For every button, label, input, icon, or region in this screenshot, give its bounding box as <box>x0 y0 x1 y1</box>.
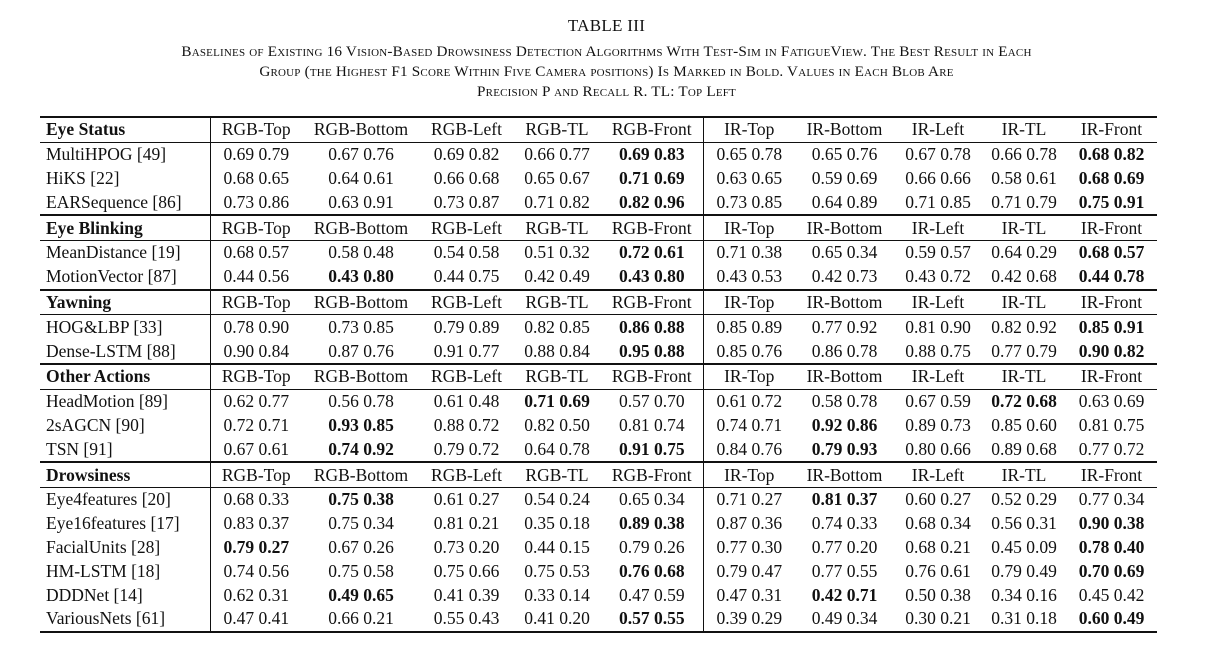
result-cell: 0.67 0.78 <box>905 144 971 165</box>
result-cell: 0.42 0.68 <box>991 266 1057 287</box>
method-name: HeadMotion [89] <box>40 389 210 413</box>
result-cell: 0.66 0.68 <box>433 167 500 188</box>
result-cell: 0.68 0.33 <box>223 489 290 510</box>
result-cell: 0.33 0.14 <box>524 584 590 605</box>
caption-line: Group (the Highest F1 Score Within Five Camera positions) Is Marked in Bold. Values in Each Blob Are <box>259 63 954 80</box>
column-header: IR-Top <box>703 117 795 142</box>
result-cell: 0.86 0.88 <box>618 316 685 337</box>
result-cell: 0.65 0.76 <box>811 144 878 165</box>
table-row <box>40 167 1157 191</box>
result-cell: 0.67 0.61 <box>223 438 290 459</box>
result-cell: 0.92 0.86 <box>811 414 878 435</box>
result-cell: 0.57 0.70 <box>618 391 685 412</box>
result-cell: 0.59 0.69 <box>811 167 878 188</box>
column-header: RGB-Bottom <box>302 462 420 487</box>
result-cell: 0.77 0.55 <box>811 560 878 581</box>
column-header: RGB-TL <box>513 117 601 142</box>
result-cell: 0.58 0.78 <box>811 391 878 412</box>
result-cell: 0.90 0.82 <box>1078 340 1145 361</box>
result-cell: 0.43 0.53 <box>703 265 795 290</box>
group-name: Eye Status <box>40 117 210 142</box>
result-cell: 0.77 0.92 <box>811 316 878 337</box>
group-header-row <box>40 215 1157 240</box>
result-cell: 0.93 0.85 <box>328 414 394 435</box>
result-cell: 0.81 0.90 <box>905 316 971 337</box>
result-cell: 0.43 0.72 <box>905 266 971 287</box>
result-cell: 0.69 0.79 <box>223 144 290 165</box>
result-cell: 0.61 0.48 <box>433 391 500 412</box>
column-header: RGB-Bottom <box>302 364 420 389</box>
table-row <box>40 265 1157 290</box>
column-header: IR-Front <box>1066 290 1157 315</box>
method-name: FacialUnits [28] <box>40 536 210 560</box>
result-cell: 0.66 0.78 <box>991 144 1057 165</box>
column-header: RGB-Front <box>601 364 703 389</box>
result-cell: 0.64 0.29 <box>991 242 1057 263</box>
result-cell: 0.71 0.79 <box>991 191 1057 212</box>
column-header: IR-Top <box>703 215 795 240</box>
column-header: IR-Front <box>1066 364 1157 389</box>
table-row <box>40 142 1157 166</box>
column-header: IR-TL <box>982 117 1066 142</box>
method-name: DDDNet [14] <box>40 583 210 607</box>
column-header: IR-TL <box>982 290 1066 315</box>
result-cell: 0.45 0.42 <box>1078 584 1145 605</box>
result-cell: 0.71 0.38 <box>703 240 795 264</box>
column-header: RGB-Left <box>420 215 513 240</box>
result-cell: 0.61 0.72 <box>703 389 795 413</box>
method-name: HOG&LBP [33] <box>40 315 210 339</box>
table-row <box>40 607 1157 632</box>
column-header: RGB-Left <box>420 117 513 142</box>
result-cell: 0.81 0.37 <box>811 489 878 510</box>
table-row <box>40 536 1157 560</box>
result-cell: 0.95 0.88 <box>618 340 685 361</box>
result-cell: 0.81 0.75 <box>1078 414 1145 435</box>
result-cell: 0.79 0.93 <box>811 438 878 459</box>
result-cell: 0.78 0.40 <box>1078 536 1145 557</box>
result-cell: 0.66 0.77 <box>524 144 590 165</box>
result-cell: 0.72 0.68 <box>991 391 1057 412</box>
table-row <box>40 339 1157 364</box>
result-cell: 0.81 0.21 <box>433 513 500 534</box>
result-cell: 0.47 0.41 <box>210 607 302 632</box>
method-name: HM-LSTM [18] <box>40 559 210 583</box>
group-header-row <box>40 364 1157 389</box>
method-name: MotionVector [87] <box>40 265 210 290</box>
column-header: RGB-TL <box>513 215 601 240</box>
result-cell: 0.76 0.68 <box>618 560 685 581</box>
result-cell: 0.75 0.34 <box>328 513 394 534</box>
result-cell: 0.68 0.57 <box>223 242 290 263</box>
result-cell: 0.47 0.31 <box>703 583 795 607</box>
results-table <box>40 116 1157 633</box>
result-cell: 0.54 0.24 <box>524 489 590 510</box>
column-header: RGB-Bottom <box>302 290 420 315</box>
result-cell: 0.69 0.83 <box>618 144 685 165</box>
column-header: RGB-Front <box>601 290 703 315</box>
result-cell: 0.54 0.58 <box>433 242 500 263</box>
result-cell: 0.75 0.58 <box>328 560 394 581</box>
result-cell: 0.39 0.29 <box>703 607 795 632</box>
result-cell: 0.44 0.56 <box>223 266 290 287</box>
result-cell: 0.55 0.43 <box>420 607 513 632</box>
result-cell: 0.34 0.16 <box>991 584 1057 605</box>
result-cell: 0.44 0.15 <box>524 536 590 557</box>
result-cell: 0.72 0.61 <box>618 242 685 263</box>
column-header: IR-TL <box>982 215 1066 240</box>
result-cell: 0.41 0.39 <box>433 584 500 605</box>
result-cell: 0.62 0.77 <box>223 391 290 412</box>
result-cell: 0.77 0.20 <box>811 536 878 557</box>
result-cell: 0.65 0.34 <box>811 242 878 263</box>
result-cell: 0.75 0.38 <box>328 489 394 510</box>
result-cell: 0.79 0.27 <box>223 536 290 557</box>
result-cell: 0.85 0.60 <box>991 414 1057 435</box>
result-cell: 0.63 0.91 <box>328 191 394 212</box>
result-cell: 0.79 0.49 <box>991 560 1057 581</box>
result-cell: 0.31 0.18 <box>982 607 1066 632</box>
result-cell: 0.71 0.27 <box>703 487 795 511</box>
column-header: RGB-Top <box>210 364 302 389</box>
result-cell: 0.42 0.73 <box>811 266 878 287</box>
table-row <box>40 389 1157 413</box>
table-body <box>40 117 1157 632</box>
table-row <box>40 487 1157 511</box>
result-cell: 0.79 0.47 <box>703 559 795 583</box>
method-name: HiKS [22] <box>40 167 210 191</box>
result-cell: 0.85 0.91 <box>1078 316 1145 337</box>
result-cell: 0.66 0.66 <box>905 167 971 188</box>
column-header: RGB-Top <box>210 215 302 240</box>
method-name: Eye16features [17] <box>40 512 210 536</box>
method-name: MultiHPOG [49] <box>40 142 210 166</box>
result-cell: 0.43 0.80 <box>328 266 394 287</box>
result-cell: 0.59 0.57 <box>905 242 971 263</box>
column-header: IR-Bottom <box>795 462 894 487</box>
result-cell: 0.71 0.69 <box>618 167 685 188</box>
method-name: 2sAGCN [90] <box>40 414 210 438</box>
result-cell: 0.69 0.82 <box>433 144 500 165</box>
result-cell: 0.72 0.71 <box>223 414 290 435</box>
result-cell: 0.35 0.18 <box>524 513 590 534</box>
result-cell: 0.49 0.65 <box>328 584 394 605</box>
result-cell: 0.86 0.78 <box>811 340 878 361</box>
result-cell: 0.49 0.34 <box>795 607 894 632</box>
result-cell: 0.64 0.61 <box>328 167 394 188</box>
result-cell: 0.79 0.26 <box>618 536 685 557</box>
column-header: IR-Bottom <box>795 117 894 142</box>
table-row <box>40 437 1157 462</box>
result-cell: 0.42 0.49 <box>524 266 590 287</box>
result-cell: 0.67 0.59 <box>905 391 971 412</box>
result-cell: 0.65 0.67 <box>524 167 590 188</box>
column-header: IR-Top <box>703 364 795 389</box>
table-row <box>40 414 1157 438</box>
result-cell: 0.79 0.89 <box>433 316 500 337</box>
result-cell: 0.88 0.72 <box>433 414 500 435</box>
result-cell: 0.75 0.66 <box>433 560 500 581</box>
column-header: RGB-Bottom <box>302 117 420 142</box>
result-cell: 0.51 0.32 <box>524 242 590 263</box>
result-cell: 0.42 0.71 <box>811 584 878 605</box>
result-cell: 0.44 0.75 <box>433 266 500 287</box>
result-cell: 0.74 0.56 <box>223 560 290 581</box>
method-name: MeanDistance [19] <box>40 240 210 264</box>
result-cell: 0.89 0.68 <box>991 438 1057 459</box>
column-header: RGB-Front <box>601 117 703 142</box>
result-cell: 0.68 0.21 <box>905 536 971 557</box>
result-cell: 0.75 0.91 <box>1078 191 1145 212</box>
result-cell: 0.87 0.76 <box>328 340 394 361</box>
result-cell: 0.82 0.50 <box>524 414 590 435</box>
table-label: TABLE III <box>567 16 646 35</box>
result-cell: 0.68 0.82 <box>1078 144 1145 165</box>
column-header: IR-Left <box>894 215 982 240</box>
result-cell: 0.60 0.49 <box>1066 607 1157 632</box>
column-header: RGB-Front <box>601 462 703 487</box>
group-name: Yawning <box>40 290 210 315</box>
result-cell: 0.30 0.21 <box>894 607 982 632</box>
column-header: RGB-Top <box>210 462 302 487</box>
result-cell: 0.68 0.65 <box>223 167 290 188</box>
group-name: Drowsiness <box>40 462 210 487</box>
result-cell: 0.70 0.69 <box>1078 560 1145 581</box>
result-cell: 0.58 0.48 <box>328 242 394 263</box>
column-header: RGB-Top <box>210 290 302 315</box>
result-cell: 0.83 0.37 <box>223 513 290 534</box>
result-cell: 0.65 0.34 <box>618 489 685 510</box>
column-header: IR-Top <box>703 290 795 315</box>
result-cell: 0.63 0.65 <box>703 167 795 191</box>
result-cell: 0.85 0.76 <box>703 339 795 364</box>
column-header: RGB-Left <box>420 364 513 389</box>
result-cell: 0.71 0.69 <box>524 391 590 412</box>
result-cell: 0.77 0.72 <box>1078 438 1145 459</box>
result-cell: 0.89 0.38 <box>618 513 685 534</box>
table-row <box>40 559 1157 583</box>
result-cell: 0.87 0.36 <box>703 512 795 536</box>
result-cell: 0.58 0.61 <box>991 167 1057 188</box>
result-cell: 0.90 0.84 <box>223 340 290 361</box>
table-row <box>40 315 1157 339</box>
result-cell: 0.73 0.85 <box>703 190 795 215</box>
column-header: IR-TL <box>982 462 1066 487</box>
result-cell: 0.60 0.27 <box>905 489 971 510</box>
result-cell: 0.85 0.89 <box>703 315 795 339</box>
result-cell: 0.68 0.57 <box>1078 242 1145 263</box>
column-header: IR-Bottom <box>795 290 894 315</box>
result-cell: 0.68 0.69 <box>1078 167 1145 188</box>
method-name: Eye4features [20] <box>40 487 210 511</box>
result-cell: 0.75 0.53 <box>524 560 590 581</box>
group-header-row <box>40 462 1157 487</box>
group-header-row <box>40 117 1157 142</box>
method-name: Dense-LSTM [88] <box>40 339 210 364</box>
result-cell: 0.77 0.34 <box>1078 489 1145 510</box>
result-cell: 0.74 0.33 <box>811 513 878 534</box>
table-row <box>40 512 1157 536</box>
result-cell: 0.56 0.31 <box>991 513 1057 534</box>
table-row <box>40 190 1157 215</box>
column-header: IR-Left <box>894 117 982 142</box>
method-name: EARSequence [86] <box>40 190 210 215</box>
group-name: Other Actions <box>40 364 210 389</box>
result-cell: 0.77 0.30 <box>703 536 795 560</box>
result-cell: 0.64 0.89 <box>811 191 878 212</box>
result-cell: 0.71 0.85 <box>905 191 971 212</box>
result-cell: 0.79 0.72 <box>433 438 500 459</box>
result-cell: 0.68 0.34 <box>905 513 971 534</box>
result-cell: 0.41 0.20 <box>513 607 601 632</box>
table-row <box>40 240 1157 264</box>
result-cell: 0.45 0.09 <box>991 536 1057 557</box>
method-name: TSN [91] <box>40 437 210 462</box>
result-cell: 0.74 0.71 <box>703 414 795 438</box>
result-cell: 0.77 0.79 <box>991 340 1057 361</box>
result-cell: 0.73 0.87 <box>433 191 500 212</box>
result-cell: 0.88 0.84 <box>524 340 590 361</box>
column-header: IR-Bottom <box>795 215 894 240</box>
column-header: IR-Front <box>1066 462 1157 487</box>
column-header: IR-Left <box>894 290 982 315</box>
column-header: IR-Top <box>703 462 795 487</box>
result-cell: 0.50 0.38 <box>905 584 971 605</box>
result-cell: 0.66 0.21 <box>302 607 420 632</box>
result-cell: 0.84 0.76 <box>703 437 795 462</box>
column-header: IR-TL <box>982 364 1066 389</box>
group-name: Eye Blinking <box>40 215 210 240</box>
result-cell: 0.73 0.86 <box>223 191 290 212</box>
result-cell: 0.56 0.78 <box>328 391 394 412</box>
result-cell: 0.88 0.75 <box>905 340 971 361</box>
column-header: IR-Left <box>894 462 982 487</box>
result-cell: 0.73 0.85 <box>328 316 394 337</box>
column-header: RGB-Left <box>420 290 513 315</box>
result-cell: 0.61 0.27 <box>433 489 500 510</box>
result-cell: 0.47 0.59 <box>618 584 685 605</box>
result-cell: 0.89 0.73 <box>905 414 971 435</box>
table-row <box>40 583 1157 607</box>
table-caption <box>20 42 1193 102</box>
result-cell: 0.78 0.90 <box>223 316 290 337</box>
column-header: RGB-TL <box>513 462 601 487</box>
result-cell: 0.73 0.20 <box>433 536 500 557</box>
result-cell: 0.62 0.31 <box>223 584 290 605</box>
method-name: VariousNets [61] <box>40 607 210 632</box>
result-cell: 0.67 0.76 <box>328 144 394 165</box>
group-header-row <box>40 290 1157 315</box>
result-cell: 0.74 0.92 <box>328 438 394 459</box>
column-header: RGB-Left <box>420 462 513 487</box>
result-cell: 0.43 0.80 <box>618 266 685 287</box>
result-cell: 0.91 0.75 <box>618 438 685 459</box>
column-header: RGB-Top <box>210 117 302 142</box>
caption-line: Baselines of Existing 16 Vision-Based Drowsiness Detection Algorithms With Test-Sim in FatigueView. The Best Result in Each <box>181 43 1032 60</box>
column-header: IR-Bottom <box>795 364 894 389</box>
column-header: RGB-Bottom <box>302 215 420 240</box>
column-header: IR-Front <box>1066 215 1157 240</box>
result-cell: 0.90 0.38 <box>1078 513 1145 534</box>
result-cell: 0.64 0.78 <box>524 438 590 459</box>
result-cell: 0.82 0.96 <box>618 191 685 212</box>
column-header: IR-Left <box>894 364 982 389</box>
result-cell: 0.76 0.61 <box>905 560 971 581</box>
result-cell: 0.57 0.55 <box>601 607 703 632</box>
result-cell: 0.82 0.85 <box>524 316 590 337</box>
result-cell: 0.82 0.92 <box>991 316 1057 337</box>
result-cell: 0.52 0.29 <box>991 489 1057 510</box>
caption-line: Precision P and Recall R. TL: Top Left <box>477 83 736 100</box>
column-header: RGB-TL <box>513 364 601 389</box>
result-cell: 0.80 0.66 <box>905 438 971 459</box>
column-header: RGB-TL <box>513 290 601 315</box>
result-cell: 0.71 0.82 <box>524 191 590 212</box>
result-cell: 0.65 0.78 <box>703 142 795 166</box>
column-header: RGB-Front <box>601 215 703 240</box>
result-cell: 0.44 0.78 <box>1078 266 1145 287</box>
column-header: IR-Front <box>1066 117 1157 142</box>
result-cell: 0.81 0.74 <box>618 414 685 435</box>
result-cell: 0.91 0.77 <box>433 340 500 361</box>
result-cell: 0.67 0.26 <box>328 536 394 557</box>
result-cell: 0.63 0.69 <box>1078 391 1145 412</box>
